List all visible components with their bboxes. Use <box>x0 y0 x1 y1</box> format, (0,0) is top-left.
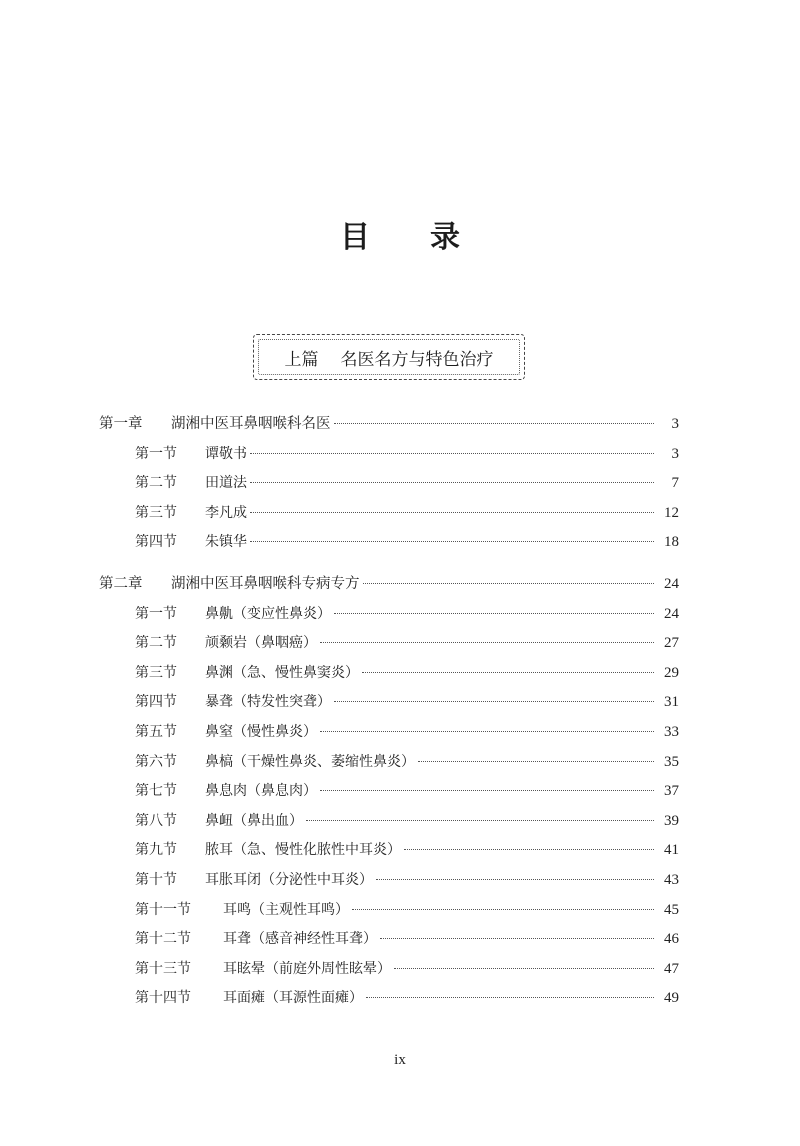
toc-section-row <box>0 603 800 625</box>
section-page: 27 <box>664 635 679 652</box>
leader-dots <box>352 909 654 910</box>
leader-dots <box>404 849 654 850</box>
section-title: 朱镇华 <box>205 534 247 551</box>
toc-section-row <box>0 531 800 553</box>
toc-section-row <box>0 691 800 713</box>
section-page: 24 <box>664 605 679 622</box>
toc-section-row <box>0 751 800 773</box>
leader-dots <box>362 672 654 673</box>
leader-dots <box>363 583 655 584</box>
toc-section-row <box>0 443 800 465</box>
leader-dots <box>250 512 654 513</box>
toc-section-row <box>0 928 800 950</box>
section-page: 31 <box>664 694 679 711</box>
section-number: 第九节 <box>135 842 177 859</box>
section-page: 3 <box>671 445 679 462</box>
section-number: 第五节 <box>135 724 177 740</box>
chapter-page: 24 <box>664 576 679 592</box>
toc-section-row <box>0 632 800 654</box>
section-number: 第十四节 <box>135 990 191 1007</box>
section-page: 43 <box>664 872 679 888</box>
section-number: 第四节 <box>135 534 177 551</box>
leader-dots <box>380 938 654 939</box>
section-page: 29 <box>664 664 679 681</box>
section-title: 颃颡岩（鼻咽癌） <box>205 635 317 652</box>
section-number: 第三节 <box>135 504 177 521</box>
chapter-title: 湖湘中医耳鼻咽喉科专病专方 <box>171 576 360 592</box>
leader-dots <box>376 879 654 880</box>
toc-section-row <box>0 987 800 1009</box>
title-char-1: 目 <box>340 220 370 255</box>
section-page: 35 <box>664 753 679 770</box>
chapter-number: 第一章 <box>99 416 143 432</box>
toc-section-row <box>0 721 800 743</box>
leader-dots <box>320 731 654 732</box>
section-title: 田道法 <box>205 475 247 492</box>
section-number: 第四节 <box>135 694 177 711</box>
section-number: 第三节 <box>135 664 177 681</box>
section-title: 鼻衄（鼻出血） <box>205 812 303 829</box>
chapter-page: 3 <box>671 416 679 432</box>
section-number: 第六节 <box>135 753 177 770</box>
leader-dots <box>250 482 654 483</box>
part-heading-inner-border <box>258 339 520 375</box>
section-page: 41 <box>664 842 679 859</box>
leader-dots <box>250 453 654 454</box>
part-heading-box <box>253 334 525 380</box>
toc-section-row <box>0 899 800 921</box>
toc-section-row <box>0 472 800 494</box>
section-title: 李凡成 <box>205 504 247 521</box>
section-title: 鼻鼽（变应性鼻炎） <box>205 605 331 622</box>
section-page: 49 <box>664 990 679 1007</box>
toc-section-row <box>0 869 800 891</box>
section-number: 第十一节 <box>135 901 191 918</box>
section-title: 谭敬书 <box>205 445 247 462</box>
section-title: 鼻槁（干燥性鼻炎、萎缩性鼻炎） <box>205 753 415 770</box>
toc-section-row <box>0 839 800 861</box>
section-page: 39 <box>664 812 679 829</box>
section-title: 脓耳（急、慢性化脓性中耳炎） <box>205 842 401 859</box>
section-page: 46 <box>664 931 679 948</box>
toc-section-row <box>0 662 800 684</box>
section-title: 鼻息肉（鼻息肉） <box>205 783 317 800</box>
section-number: 第八节 <box>135 812 177 829</box>
toc-section-row <box>0 958 800 980</box>
section-page: 7 <box>671 475 679 492</box>
section-title: 暴聋（特发性突聋） <box>205 694 331 711</box>
leader-dots <box>320 790 654 791</box>
leader-dots <box>366 997 654 998</box>
section-page: 45 <box>664 901 679 918</box>
chapter-number: 第二章 <box>99 576 143 592</box>
section-page: 12 <box>664 504 679 521</box>
section-number: 第二节 <box>135 475 177 492</box>
toc-section-row <box>0 780 800 802</box>
leader-dots <box>418 761 654 762</box>
section-page: 33 <box>664 724 679 740</box>
section-page: 18 <box>664 534 679 551</box>
page-title <box>0 212 800 256</box>
leader-dots <box>306 820 654 821</box>
part-name: 名医名方与特色治疗 <box>340 349 494 370</box>
section-title: 鼻窒（慢性鼻炎） <box>205 724 317 740</box>
leader-dots <box>334 701 654 702</box>
page-number: ix <box>394 1052 406 1068</box>
chapter-title: 湖湘中医耳鼻咽喉科名医 <box>171 416 331 432</box>
toc-section-row <box>0 810 800 832</box>
part-label: 上篇 <box>284 349 319 370</box>
section-number: 第十三节 <box>135 960 191 977</box>
section-page: 47 <box>664 960 679 977</box>
section-number: 第十二节 <box>135 931 191 948</box>
section-number: 第二节 <box>135 635 177 652</box>
leader-dots <box>394 968 654 969</box>
toc-chapter-row <box>0 413 800 435</box>
section-title: 耳胀耳闭（分泌性中耳炎） <box>205 872 373 888</box>
leader-dots <box>334 613 654 614</box>
leader-dots <box>250 541 654 542</box>
leader-dots <box>320 642 654 643</box>
section-number: 第一节 <box>135 605 177 622</box>
section-title: 耳眩晕（前庭外周性眩晕） <box>223 960 391 977</box>
section-title: 耳鸣（主观性耳鸣） <box>223 901 349 918</box>
section-page: 37 <box>664 783 679 800</box>
toc-section-row <box>0 502 800 524</box>
section-number: 第十节 <box>135 872 177 888</box>
section-title: 鼻渊（急、慢性鼻窦炎） <box>205 664 359 681</box>
section-title: 耳聋（感音神经性耳聋） <box>223 931 377 948</box>
section-number: 第一节 <box>135 445 177 462</box>
toc-chapter-row <box>0 573 800 595</box>
section-number: 第七节 <box>135 783 177 800</box>
leader-dots <box>334 423 655 424</box>
section-title: 耳面瘫（耳源性面瘫） <box>223 990 363 1007</box>
title-char-2: 录 <box>430 220 460 255</box>
